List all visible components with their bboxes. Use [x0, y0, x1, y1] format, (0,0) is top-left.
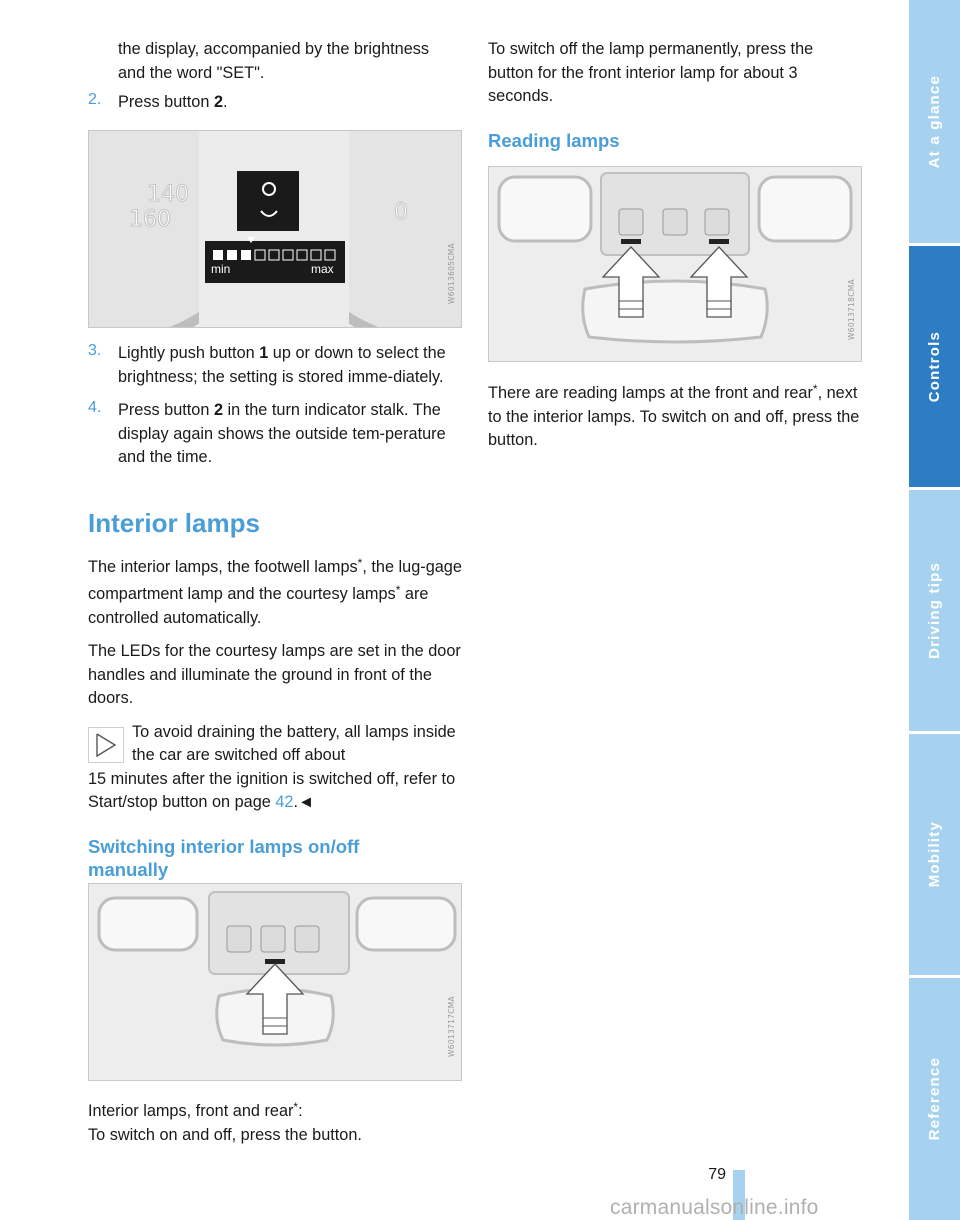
roof-console-illustration	[89, 884, 461, 1080]
instrument-cluster-illustration	[89, 131, 461, 327]
paragraph-switch-off: To switch off the lamp permanently, press the button for the front interior lamp for about 3 seconds.	[488, 40, 814, 105]
text: Press button	[118, 401, 214, 419]
tab-label: Controls	[926, 330, 943, 403]
right-column-lower	[488, 378, 864, 453]
step-text	[118, 342, 462, 389]
figure-interior-lamp	[88, 883, 462, 1081]
text: Press button	[118, 93, 214, 111]
tab-driving-tips[interactable]	[909, 490, 960, 731]
right-column	[488, 38, 864, 152]
svg-text:0: 0	[394, 200, 408, 225]
text: .◄	[293, 793, 315, 811]
note-text: To avoid draining the battery, all lamps inside the car are switched off about	[132, 722, 456, 764]
step-4	[88, 399, 462, 470]
tab-mobility[interactable]	[909, 734, 960, 975]
text: There are reading lamps at the front and rear	[488, 384, 813, 402]
text: up or down to select the brightness; the setting is stored imme-diately.	[118, 344, 446, 386]
text-line: and the word "SET".	[118, 63, 265, 82]
note-text-continued	[88, 768, 462, 815]
label-max: max	[311, 262, 334, 276]
asterisk: *	[395, 583, 401, 597]
text: .	[223, 93, 228, 111]
text: in the turn indicator stalk. The display again shows the outside tem-perature and the time.	[118, 401, 446, 466]
step-text	[118, 91, 462, 115]
text: Lightly push button	[118, 344, 260, 362]
caption-line	[88, 1096, 462, 1124]
tab-controls[interactable]	[909, 246, 960, 487]
step-2	[88, 91, 462, 115]
text: Interior lamps, front and rear	[88, 1102, 294, 1120]
asterisk: *	[357, 555, 363, 570]
svg-text:160: 160	[129, 207, 171, 232]
step-number: 4.	[88, 399, 102, 416]
continued-step-text	[88, 38, 462, 85]
note-arrow-icon	[88, 727, 124, 763]
asterisk: *	[812, 382, 818, 396]
paragraph-interior-lamps	[88, 552, 462, 631]
step-number: 3.	[88, 342, 102, 359]
figure-caption	[88, 1096, 462, 1147]
step-3	[88, 342, 462, 389]
tab-label: At a glance	[926, 74, 943, 169]
chapter-sidebar	[909, 0, 960, 1220]
tab-label: Driving tips	[926, 562, 943, 659]
button-ref: 2	[213, 401, 223, 419]
text-line: the display, accompanied by the brightness	[118, 40, 430, 58]
section-heading: Interior lamps	[88, 507, 260, 538]
text: The interior lamps, the footwell lamps	[88, 557, 358, 576]
figure-brightness-display	[88, 130, 462, 328]
asterisk: *	[293, 1100, 299, 1114]
figure-id: W6013718CMA	[847, 279, 856, 340]
button-ref: 1	[259, 344, 269, 362]
figure-id: W6013717CMA	[447, 996, 456, 1057]
note-block	[88, 721, 462, 815]
section-heading: Reading lamps	[488, 129, 620, 151]
step-text	[118, 399, 462, 470]
left-column	[88, 38, 462, 125]
tab-label: Mobility	[926, 821, 943, 888]
page-number: 79	[708, 1166, 726, 1183]
caption-line: To switch on and off, press the button.	[88, 1125, 362, 1144]
button-ref: 2	[213, 93, 223, 111]
figure-id: W6013605CMA	[447, 243, 456, 304]
subsection-heading: Switching interior lamps on/off manually	[88, 835, 360, 880]
label-min: min	[211, 262, 231, 276]
text: , the lug-gage compartment lamp and the courtesy lamps	[88, 557, 462, 603]
svg-text:140: 140	[147, 182, 189, 207]
paragraph-courtesy-leds: The LEDs for the courtesy lamps are set in the door handles and illuminate the ground in front of the doors.	[88, 642, 461, 707]
paragraph-reading-lamps	[488, 378, 864, 453]
brightness-icon-display	[237, 171, 299, 231]
watermark: carmanualsonline.info	[610, 1196, 819, 1219]
text: 15 minutes after the ignition is switched off, refer to Start/stop button on page	[88, 769, 456, 811]
tab-reference[interactable]	[909, 978, 960, 1220]
left-column-middle	[88, 342, 462, 881]
tab-label: Reference	[926, 1057, 943, 1141]
step-number: 2.	[88, 91, 102, 108]
reading-lamps-illustration	[489, 167, 861, 361]
text: , next to the interior lamps. To switch on and off, press the button.	[488, 384, 860, 449]
figure-reading-lamps	[488, 166, 862, 362]
text: are controlled automatically.	[88, 585, 429, 627]
text: :	[298, 1102, 303, 1120]
tab-at-a-glance[interactable]	[909, 0, 960, 243]
page-link[interactable]: 42	[275, 793, 294, 811]
